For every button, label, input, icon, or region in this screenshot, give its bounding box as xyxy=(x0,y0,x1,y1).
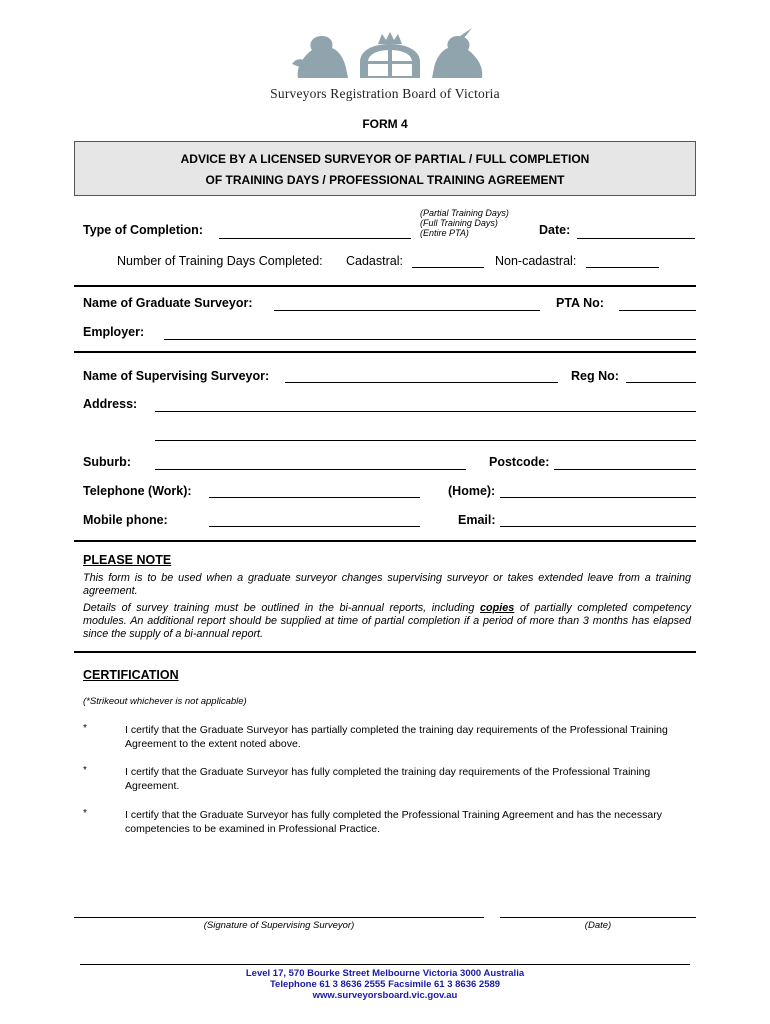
mobile-phone-label: Mobile phone: xyxy=(83,513,168,527)
title-line-2: OF TRAINING DAYS / PROFESSIONAL TRAINING AGREEMENT xyxy=(205,173,565,187)
cert-marker: * xyxy=(83,808,87,819)
cert-item-partial: I certify that the Graduate Surveyor has partially completed the training day requirements of the Professional Training Agreement to the extent noted above. xyxy=(125,724,668,750)
pta-number-field[interactable] xyxy=(619,310,696,311)
postcode-field[interactable] xyxy=(554,469,696,470)
option-partial: (Partial Training Days) xyxy=(420,208,509,218)
option-full: (Full Training Days) xyxy=(420,218,498,228)
days-completed-label: Number of Training Days Completed: xyxy=(117,254,323,268)
cert-marker: * xyxy=(83,765,87,776)
address-label: Address: xyxy=(83,397,138,411)
address-field-line-2[interactable] xyxy=(155,440,696,441)
note-paragraph-1: This form is to be used when a graduate surveyor changes supervising surveyor or takes extended leave from a training agreement. xyxy=(83,572,691,597)
please-note-heading: PLEASE NOTE xyxy=(83,553,172,567)
noncadastral-label: Non-cadastral: xyxy=(495,254,577,268)
cadastral-field[interactable] xyxy=(412,267,484,268)
employer-label: Employer: xyxy=(83,325,145,339)
title-box xyxy=(74,141,696,196)
cert-item-entire-pta: I certify that the Graduate Surveyor has fully completed the Professional Training Agreement and has the necessary competencies to be examined in Professional Practice. xyxy=(125,809,662,835)
reg-number-label: Reg No: xyxy=(571,369,619,383)
mobile-phone-field[interactable] xyxy=(209,526,420,527)
divider xyxy=(74,351,696,353)
signature-caption: (Signature of Supervising Surveyor) xyxy=(203,920,355,931)
copies-emphasis: copies xyxy=(480,602,515,614)
completion-options xyxy=(420,208,509,238)
footer-address: Level 17, 570 Bourke Street Melbourne Victoria 3000 Australia xyxy=(245,968,525,979)
email-field[interactable] xyxy=(500,526,696,527)
telephone-home-field[interactable] xyxy=(500,497,696,498)
org-name: Surveyors Registration Board of Victoria xyxy=(270,86,500,101)
cert-item-full-days: I certify that the Graduate Surveyor has fully completed the training day requirements of the Professional Training Agreement. xyxy=(125,766,651,792)
graduate-name-field[interactable] xyxy=(274,310,540,311)
cert-marker: * xyxy=(83,723,87,734)
telephone-home-label: (Home): xyxy=(448,484,496,498)
date-label: Date: xyxy=(539,223,571,237)
divider xyxy=(74,540,696,542)
footer-phone: Telephone 61 3 8636 2555 Facsimile 61 3 8636 2589 xyxy=(269,979,501,990)
supervisor-name-label: Name of Supervising Surveyor: xyxy=(83,369,270,383)
signature-date-field[interactable] xyxy=(500,917,696,918)
pta-number-label: PTA No: xyxy=(556,296,604,310)
completion-type-label: Type of Completion: xyxy=(83,223,203,237)
footer-website[interactable]: www.surveyorsboard.vic.gov.au xyxy=(312,990,458,1001)
completion-type-field[interactable] xyxy=(219,238,411,239)
suburb-label: Suburb: xyxy=(83,455,131,469)
reg-number-field[interactable] xyxy=(626,382,696,383)
certification-heading: CERTIFICATION xyxy=(83,668,179,682)
divider xyxy=(74,285,696,287)
cadastral-label: Cadastral: xyxy=(346,254,403,268)
signature-field[interactable] xyxy=(74,917,484,918)
noncadastral-field[interactable] xyxy=(586,267,659,268)
date-caption: (Date) xyxy=(584,920,612,931)
address-field-line-1[interactable] xyxy=(155,411,696,412)
employer-field[interactable] xyxy=(164,339,696,340)
telephone-work-label: Telephone (Work): xyxy=(83,484,192,498)
graduate-name-label: Name of Graduate Surveyor: xyxy=(83,296,253,310)
postcode-label: Postcode: xyxy=(489,455,550,469)
email-label: Email: xyxy=(458,513,496,527)
divider xyxy=(74,651,696,653)
crest-logo xyxy=(290,28,490,84)
form-number: FORM 4 xyxy=(362,117,408,131)
supervisor-name-field[interactable] xyxy=(285,382,558,383)
title-line-1: ADVICE BY A LICENSED SURVEYOR OF PARTIAL / FULL COMPLETION xyxy=(180,152,590,166)
footer-divider xyxy=(80,964,690,965)
option-entire: (Entire PTA) xyxy=(420,228,469,238)
suburb-field[interactable] xyxy=(155,469,466,470)
date-field[interactable] xyxy=(577,238,695,239)
strikeout-note: (*Strikeout whichever is not applicable) xyxy=(83,696,247,707)
telephone-work-field[interactable] xyxy=(209,497,420,498)
note-paragraph-2: Details of survey training must be outlined in the bi-annual reports, including copies of partially completed competency modules. An additional report should be supplied at time of partial completion if a period of more than 3 months has elapsed since the supply of a bi-annual report. xyxy=(83,602,692,640)
